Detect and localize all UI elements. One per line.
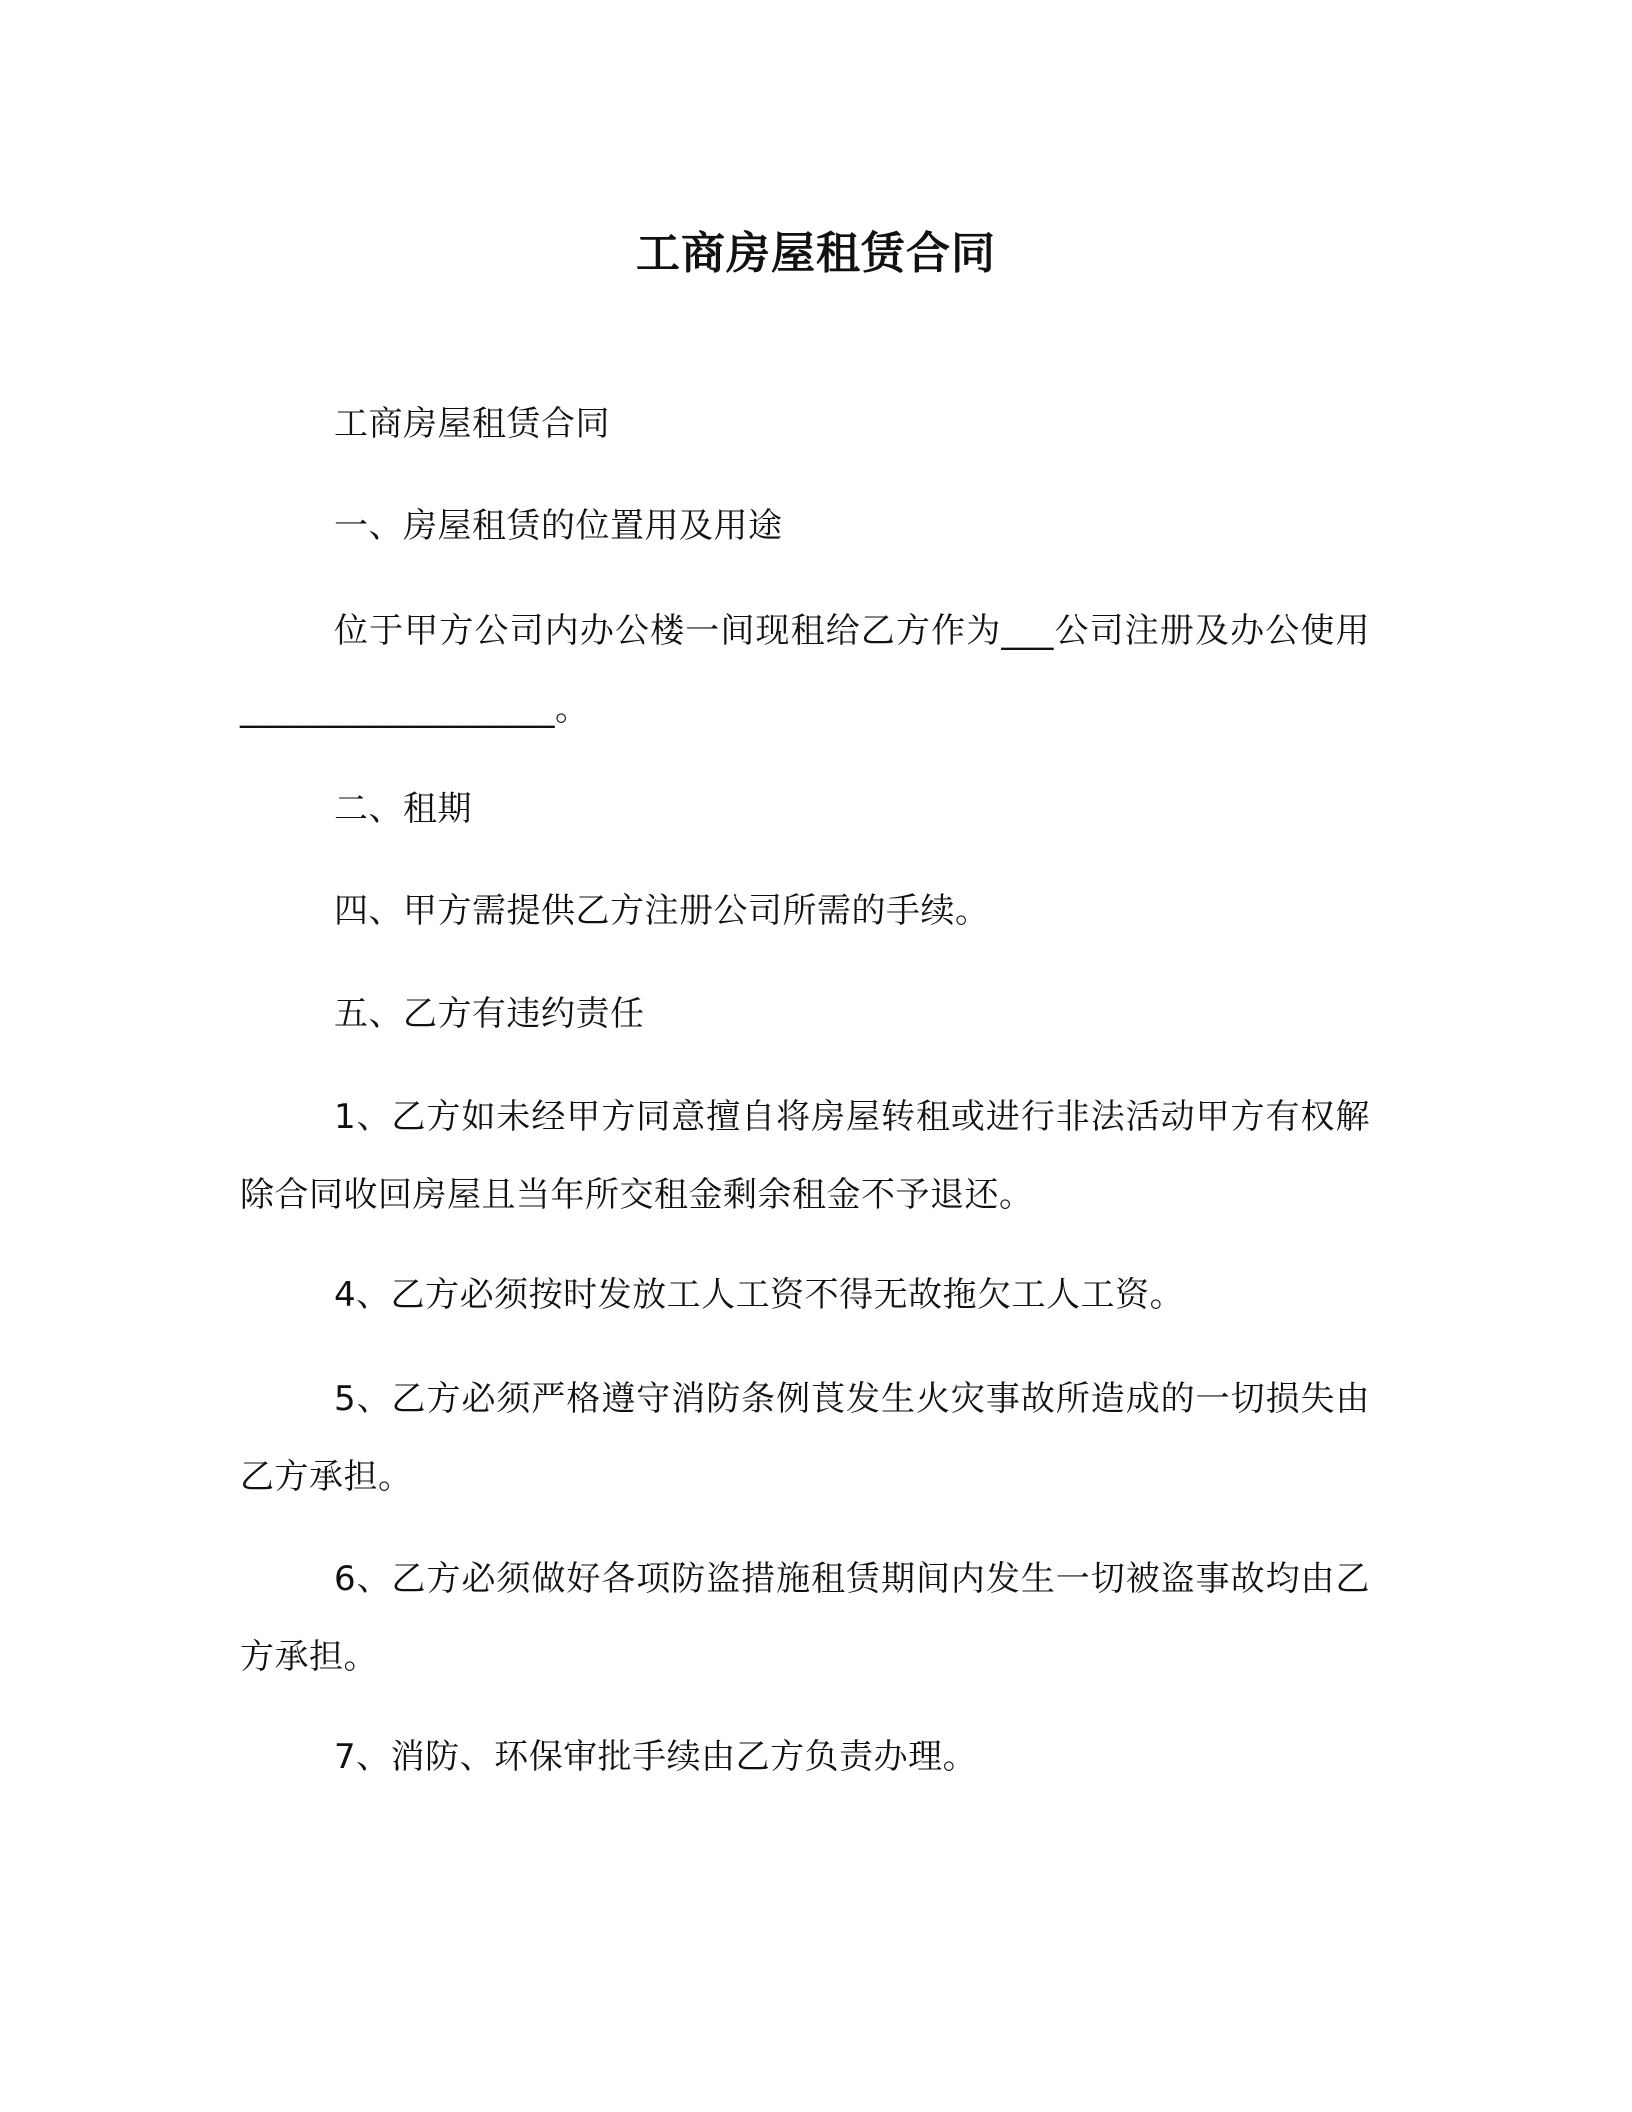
section-heading-5: 五、乙方有违约责任 [334, 994, 645, 1034]
paragraph-subtitle: 工商房屋租赁合同 [334, 404, 610, 444]
clause-5: 5、乙方必须严格遵守消防条例莨发生火灾事故所造成的一切损失由乙方承担。 [240, 1379, 1370, 1497]
clause-6: 6、乙方必须做好各项防盗措施租赁期间内发生一切被盗事故均由乙方承担。 [240, 1559, 1370, 1677]
document-title: 工商房屋租赁合同 [636, 228, 996, 279]
paragraph-location-use: 位于甲方公司内办公楼一间现租给乙方作为___公司注册及办公使用__________________。 [240, 611, 1370, 729]
section-heading-2: 二、租期 [334, 789, 472, 829]
section-heading-1: 一、房屋租赁的位置用及用途 [334, 506, 783, 546]
clause-7: 7、消防、环保审批手续由乙方负责办理。 [334, 1737, 978, 1777]
clause-4: 4、乙方必须按时发放工人工资不得无故拖欠工人工资。 [334, 1275, 1185, 1315]
clause-1: 1、乙方如未经甲方同意擅自将房屋转租或进行非法活动甲方有权解除合同收回房屋且当年所交租金剩余租金不予退还。 [240, 1097, 1370, 1215]
section-heading-4: 四、甲方需提供乙方注册公司所需的手续。 [334, 891, 990, 931]
